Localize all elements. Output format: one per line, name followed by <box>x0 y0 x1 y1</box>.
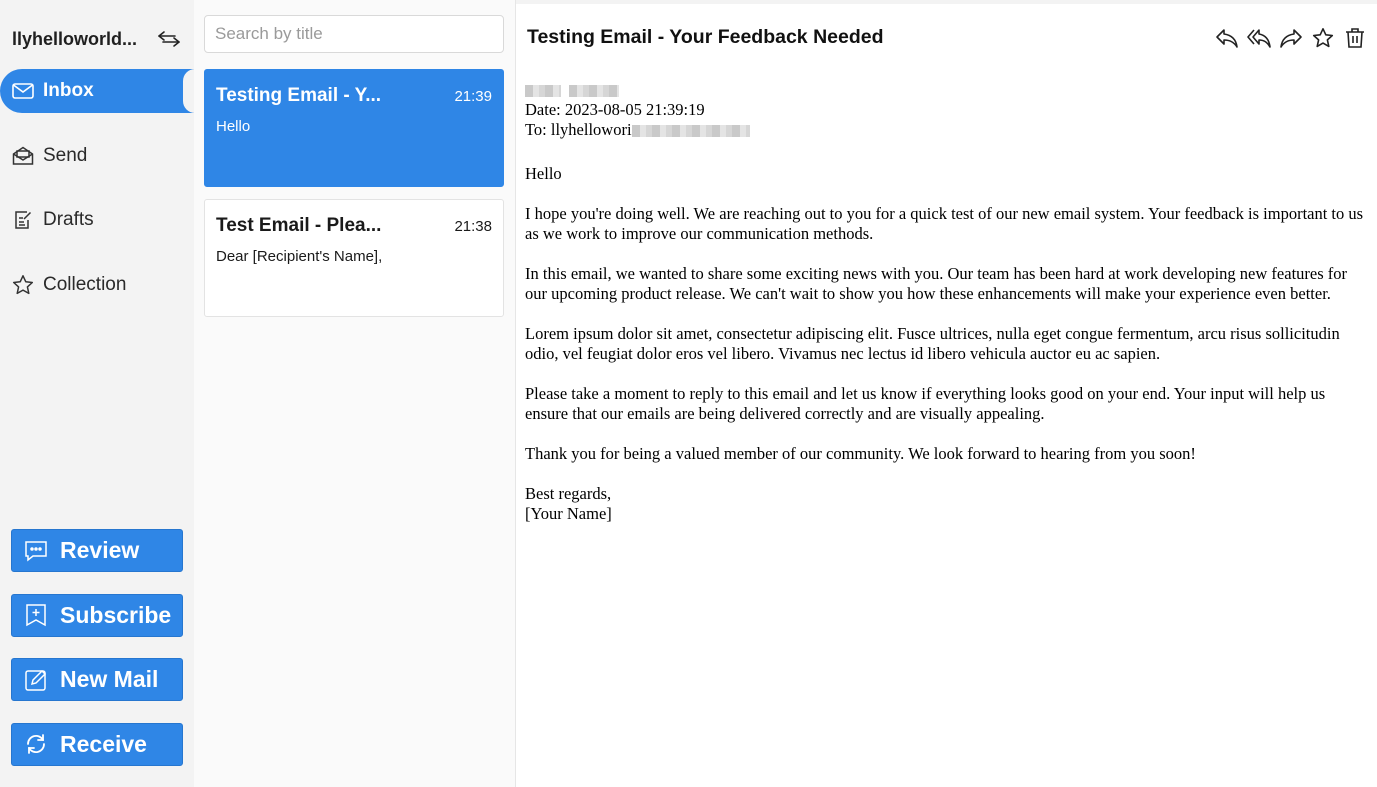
email-to-text: To: llyhellowori <box>525 120 632 139</box>
mail-list <box>194 0 516 787</box>
sidebar-actions <box>11 529 183 787</box>
subscribe-icon <box>24 603 48 627</box>
account-name: llyhelloworld... <box>12 28 138 49</box>
sidebar-item-collection[interactable] <box>0 263 194 307</box>
sidebar-item-inbox[interactable] <box>0 69 194 113</box>
reading-pane <box>516 0 1377 787</box>
mail-preview: Dear [Recipient's Name], <box>216 248 383 265</box>
sidebar-item-send[interactable] <box>0 134 194 178</box>
email-paragraph: In this email, we wanted to share some exciting news with you. Our team has been hard at work developing new features for our upcoming product release. We can't wait to show you how these enhancements will make your experience even better. <box>525 264 1348 303</box>
reply-all-icon[interactable] <box>1247 26 1271 50</box>
review-label: Review <box>60 537 140 563</box>
email-paragraph: I hope you're doing well. We are reaching out to you for a quick test of our new email system. Your feedback is important to us as we work to improve our communication methods. <box>525 204 1364 243</box>
email-paragraph: Thank you for being a valued member of our community. We look forward to hearing from you soon! <box>525 444 1196 463</box>
email-signature: [Your Name] <box>525 504 612 523</box>
mail-preview: Hello <box>216 118 251 135</box>
subscribe-label: Subscribe <box>60 601 172 628</box>
sidebar-item-drafts[interactable] <box>0 198 194 242</box>
mail-list-item[interactable] <box>204 199 504 317</box>
mail-list-item[interactable] <box>204 69 504 187</box>
receive-button[interactable] <box>11 723 183 766</box>
email-toolbar <box>1215 26 1367 50</box>
reply-icon[interactable] <box>1215 26 1239 50</box>
new-mail-label: New Mail <box>60 666 159 692</box>
trash-icon[interactable] <box>1343 26 1367 50</box>
mail-open-icon <box>12 145 34 167</box>
sidebar-item-label: Inbox <box>43 80 94 101</box>
sidebar <box>0 0 194 787</box>
star-icon[interactable] <box>1311 26 1335 50</box>
email-meta <box>525 80 750 140</box>
new-mail-button[interactable] <box>11 658 183 701</box>
account-row <box>12 22 182 56</box>
mail-time: 21:39 <box>454 87 492 105</box>
sidebar-item-label: Drafts <box>43 209 94 230</box>
switch-account-icon[interactable] <box>156 26 182 52</box>
sidebar-nav <box>0 69 194 327</box>
email-paragraph: Please take a moment to reply to this email and let us know if everything looks good on your end. Your input will help us ensure that our emails are being delivered correctly and are visually appealing. <box>525 384 1326 423</box>
email-body <box>525 164 1365 524</box>
email-paragraph: Hello <box>525 164 562 183</box>
email-signoff: Best regards, <box>525 484 612 503</box>
mail-time: 21:38 <box>454 217 492 235</box>
email-date: Date: 2023-08-05 21:39:19 <box>525 100 705 119</box>
subscribe-button[interactable] <box>11 594 183 637</box>
search-input[interactable] <box>204 15 504 53</box>
mail-icon <box>12 80 34 102</box>
edit-icon <box>24 668 48 692</box>
review-button[interactable] <box>11 529 183 572</box>
mail-subject: Testing Email - Y... <box>216 85 382 106</box>
comment-icon <box>24 539 48 563</box>
drafts-icon <box>12 209 34 231</box>
sidebar-item-label: Collection <box>43 273 127 295</box>
sidebar-item-label: Send <box>43 144 88 166</box>
forward-icon[interactable] <box>1279 26 1303 50</box>
mail-subject: Test Email - Plea... <box>216 215 382 236</box>
sender-redacted <box>525 80 750 100</box>
email-paragraph: Lorem ipsum dolor sit amet, consectetur adipiscing elit. Fusce ultrices, nulla eget congue fermentum, arcu risus sollicitudin odio, vel feugiat dolor eros vel libero. Vivamus nec lectus id libero vehicula auctor eu ac sapien. <box>525 324 1340 363</box>
refresh-icon <box>24 732 48 756</box>
email-to <box>525 120 750 140</box>
email-title: Testing Email - Your Feedback Needed <box>527 26 884 48</box>
star-icon <box>12 274 34 296</box>
receive-label: Receive <box>60 730 147 757</box>
